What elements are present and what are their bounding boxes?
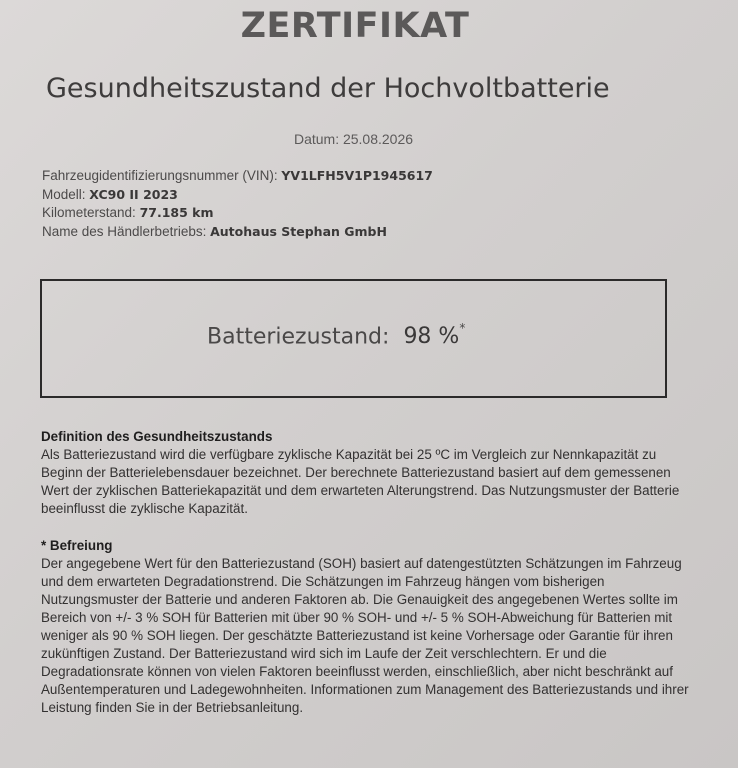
disclaimer-section (41, 537, 701, 717)
battery-status-box (40, 279, 667, 398)
battery-status (207, 321, 466, 350)
date-value: 25.08.2026 (342, 131, 414, 147)
disclaimer-text: Der angegebene Wert für den Batteriezustand (SOH) basiert auf datengestützten Schätzungen im Fahrzeug und dem erwarteten Degradationstrend. Die Schätzungen im Fahrzeug hängen vom bisherigen Nutzungsmuster der Batterie und anderen Faktoren ab. Die Genauigkeit des angegebenen Wertes sollte im Bereich von +/- 3 % SOH für Batterien mit über 90 % SOH- und +/- 5 % SOH-Abweichung für Batterien mit weniger als 90 % SOH liegen. Der geschätzte Batteriezustand ist keine Vorhersage oder Garantie für ihren zukünftigen Zustand. Der Batteriezustand wird sich im Laufe der Zeit verschlechtern. Er und die Degradationsrate können von vielen Faktoren beeinflusst werden, einschließlich, aber nicht beschränkt auf Außentemperaturen und Ladegewohnheiten. Informationen zum Management des Batteriezustands und ihrer Leistung finden Sie in der Betriebsanleitung. (41, 556, 689, 715)
footnote-mark: * (459, 321, 466, 335)
vin-label: Fahrzeugidentifizierungsnummer (VIN): (42, 168, 278, 183)
definition-text: Als Batteriezustand wird die verfügbare zyklische Kapazität bei 25 ºC im Vergleich zur Nennkapazität zu Beginn der Batterielebensdauer bezeichnet. Der berechnete Batteriezustand basiert auf dem gemessenen Wert der zyklischen Batteriekapazität und dem erwarteten Alterungstrend. Das Nutzungsmuster der Batterie beeinflusst die zyklische Kapazität. (41, 447, 680, 516)
dealer-label: Name des Händlerbetriebs: (42, 223, 207, 239)
vin-value: YV1LFH5V1P1945617 (281, 168, 433, 183)
vehicle-info (42, 167, 433, 241)
date-label: Datum: (293, 131, 340, 147)
dealer-value: Autohaus Stephan GmbH (210, 223, 387, 239)
model-value: XC90 II 2023 (89, 186, 178, 202)
mileage-row (42, 204, 433, 223)
mileage-value: 77.185 km (139, 205, 214, 220)
model-label: Modell: (42, 186, 86, 202)
certificate-title: ZERTIFIKAT (240, 6, 470, 46)
disclaimer-heading: * Befreiung (41, 538, 113, 553)
battery-status-value: 98 % (403, 324, 460, 350)
definition-heading: Definition des Gesundheitszustands (41, 429, 273, 444)
vin-row (42, 167, 433, 186)
mileage-label: Kilometerstand: (42, 205, 136, 220)
definition-section (41, 428, 701, 518)
model-row (42, 186, 433, 205)
certificate-subtitle: Gesundheitszustand der Hochvoltbatterie (46, 73, 610, 104)
battery-status-label: Batteriezustand: (207, 324, 390, 350)
dealer-row (42, 223, 433, 242)
date-line (0, 131, 707, 147)
